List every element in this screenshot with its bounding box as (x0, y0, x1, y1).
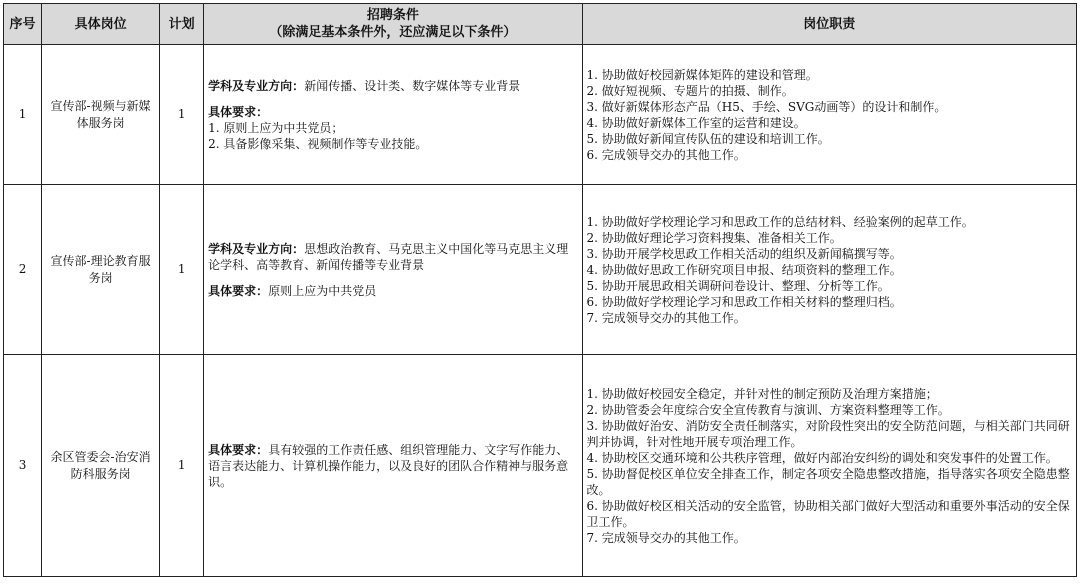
duty-item: 7. 完成领导交办的其他工作。 (586, 530, 746, 545)
duty-item: 3. 做好新媒体形态产品（H5、手绘、SVG动画等）的设计和制作。 (586, 99, 947, 114)
requirement-line: 1. 原则上应为中共党员； (208, 120, 344, 135)
row-duties (582, 355, 1076, 577)
row-duties (582, 45, 1076, 185)
row-conditions (204, 355, 582, 577)
table-row (4, 45, 1077, 185)
duty-item: 2. 协助做好理论学习资料搜集、准备相关工作。 (586, 230, 842, 245)
duty-item: 6. 协助做好学校理论学习和思政工作相关材料的整理归档。 (586, 294, 902, 309)
table-row (4, 355, 1077, 577)
row-conditions (204, 185, 582, 355)
duty-item: 2. 协助管委会年度综合安全宣传教育与演训、方案资料整理等工作。 (586, 402, 950, 417)
duty-item: 5. 协助做好新闻宣传队伍的建设和培训工作。 (586, 131, 830, 146)
duty-item: 5. 协助开展思政相关调研问卷设计、整理、分析等工作。 (586, 278, 890, 293)
row-seq: 3 (4, 355, 42, 577)
duty-item: 1. 协助做好学校理论学习和思政工作的总结材料、经验案例的起草工作。 (586, 214, 974, 229)
requirement-text: 原则上应为中共党员 (268, 283, 377, 298)
major-label: 学科及专业方向： (208, 241, 305, 256)
duty-item: 3. 协助做好治安、消防安全责任制落实，对阶段性突出的安全防范问题，与相关部门共同研判并协调，针对性地开展专项治理工作。 (586, 418, 1070, 449)
duty-item: 5. 协助督促校区单位安全排查工作，制定各项安全隐患整改措施，指导落实各项安全隐患整改。 (586, 466, 1070, 497)
header-row (4, 4, 1077, 45)
requirement-label: 具体要求： (208, 283, 269, 298)
duty-item: 4. 协助校区交通环境和公共秩序管理，做好内部治安纠纷的调处和突发事件的处置工作。 (586, 450, 1058, 465)
table-row (4, 185, 1077, 355)
row-position: 余区管委会-治安消防科服务岗 (42, 355, 160, 577)
row-conditions (204, 45, 582, 185)
duty-item: 1. 协助做好校园安全稳定，并针对性的制定预防及治理方案措施； (586, 386, 938, 401)
duty-item: 4. 协助做好新媒体工作室的运营和建设。 (586, 115, 806, 130)
row-seq: 1 (4, 45, 42, 185)
row-seq: 2 (4, 185, 42, 355)
header-duties: 岗位职责 (582, 4, 1076, 45)
duty-item: 1. 协助做好校园新媒体矩阵的建设和管理。 (586, 67, 818, 82)
requirement-label: 具体要求： (208, 104, 269, 119)
header-conditions-title: 招聘条件 (366, 8, 419, 23)
row-position: 宣传部-理论教育服务岗 (42, 185, 160, 355)
row-plan: 1 (160, 355, 204, 577)
duty-item: 4. 协助做好思政工作研究项目申报、结项资料的整理工作。 (586, 262, 902, 277)
duty-item: 6. 协助做好校区相关活动的安全监管，协助相关部门做好大型活动和重要外事活动的安全保卫工作。 (586, 498, 1070, 529)
row-position: 宣传部-视频与新媒体服务岗 (42, 45, 160, 185)
requirement-text: 具有较强的工作责任感、组织管理能力、文字写作能力、语言表达能力、计算机操作能力，以及良好的团队合作精神与服务意识。 (208, 442, 569, 489)
header-plan: 计划 (160, 4, 204, 45)
row-plan: 1 (160, 185, 204, 355)
major-text: 新闻传播、设计类、数字媒体等专业背景 (304, 78, 521, 93)
header-position: 具体岗位 (42, 4, 160, 45)
row-plan: 1 (160, 45, 204, 185)
header-conditions (204, 4, 582, 45)
requirement-label: 具体要求： (208, 442, 269, 457)
major-label: 学科及专业方向： (208, 78, 305, 93)
recruitment-table (3, 3, 1077, 577)
requirement-line: 2. 具备影像采集、视频制作等专业技能。 (208, 136, 428, 151)
duty-item: 3. 协助开展学校思政工作相关活动的组织及新闻稿撰写等。 (586, 246, 902, 261)
duty-item: 6. 完成领导交办的其他工作。 (586, 147, 746, 162)
major-text: 思想政治教育、马克思主义中国化等马克思主义理论学科、高等教育、新闻传播等专业背景 (208, 241, 569, 272)
duty-item: 2. 做好短视频、专题片的拍摄、制作。 (586, 83, 794, 98)
row-duties (582, 185, 1076, 355)
header-seq: 序号 (4, 4, 42, 45)
header-conditions-note: （除满足基本条件外，还应满足以下条件） (269, 25, 517, 40)
duty-item: 7. 完成领导交办的其他工作。 (586, 310, 746, 325)
